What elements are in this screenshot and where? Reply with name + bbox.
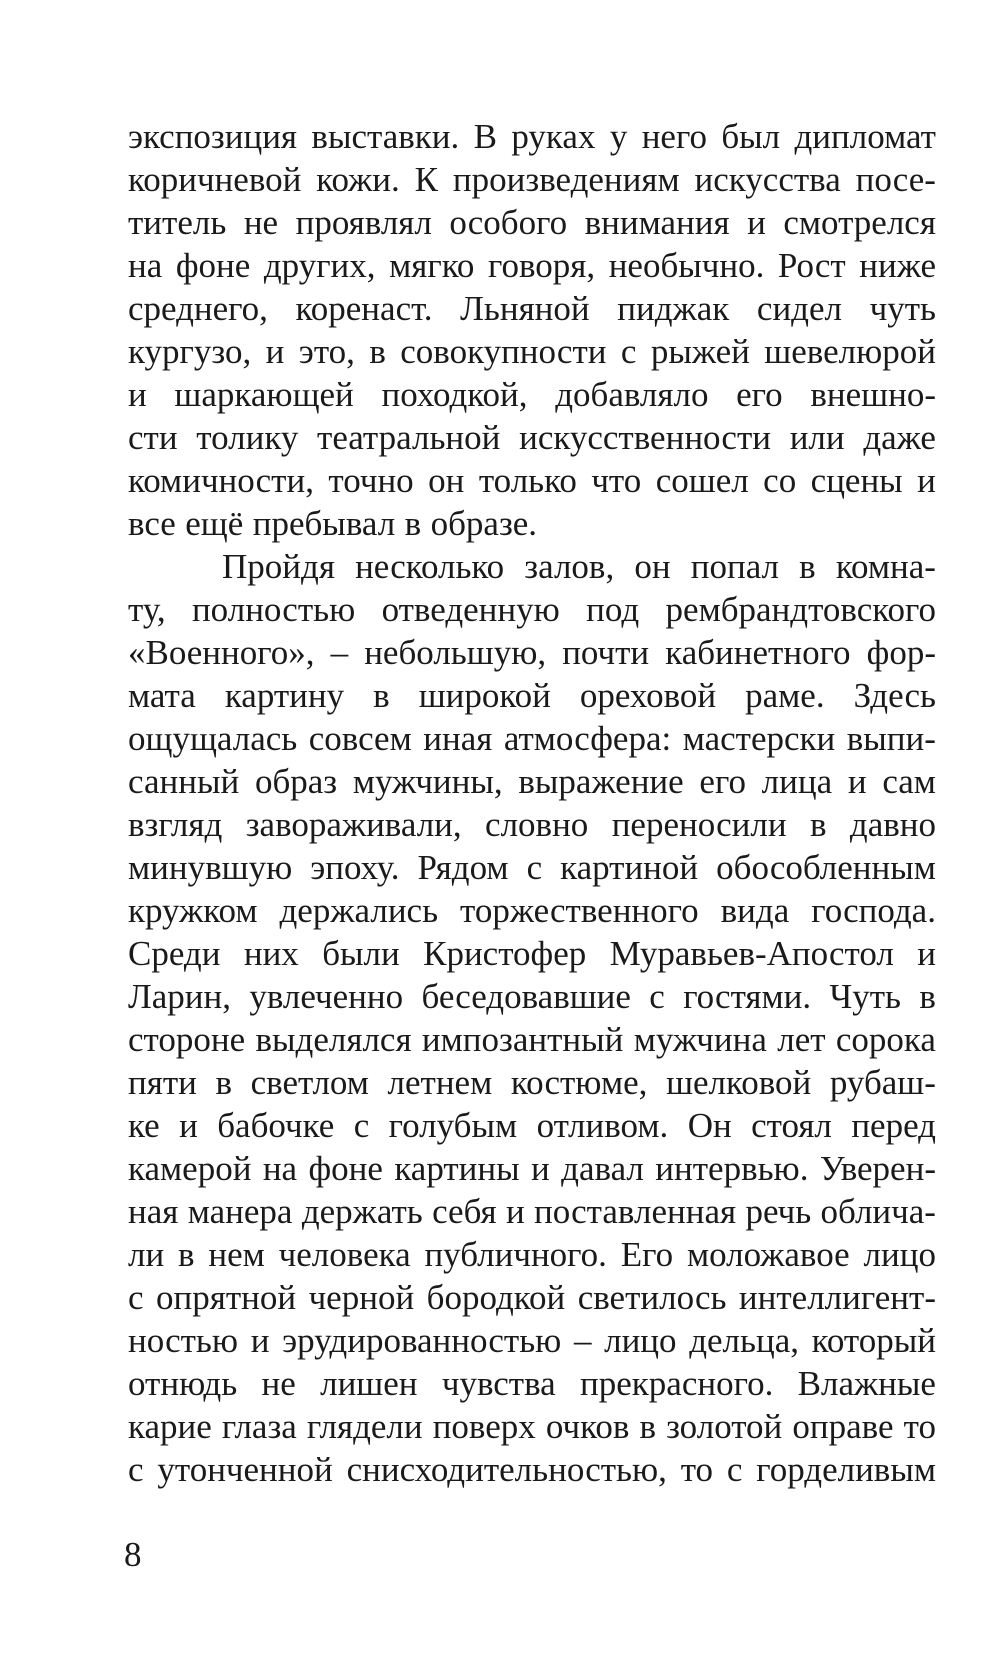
text-line: с утонченной снисходительностью, то с горделивым	[128, 1450, 936, 1489]
text-line: мата картину в широкой ореховой раме. Здесь	[128, 676, 936, 715]
text-line: ощущалась совсем иная атмосфера: мастерски выпи-	[128, 719, 936, 758]
text-line: ная манера держать себя и поставленная речь облича-	[128, 1192, 936, 1231]
text-line: карие глаза глядели поверх очков в золотой оправе то	[128, 1407, 936, 1446]
text-line: кружком держались торжественного вида господа.	[128, 891, 936, 930]
text-line: ностью и эрудированностью – лицо дельца, который	[128, 1321, 936, 1360]
text-line: и шаркающей походкой, добавляло его внешно-	[128, 375, 936, 414]
text-line: отнюдь не лишен чувства прекрасного. Влажные	[128, 1364, 936, 1403]
text-line: коричневой кожи. К произведениям искусства посе-	[128, 160, 936, 199]
text-line: титель не проявлял особого внимания и смотрелся	[128, 203, 936, 242]
page-number: 8	[124, 1535, 142, 1574]
text-line: комичности, точно он только что сошел со сцены и	[128, 461, 936, 500]
text-line: стороне выделялся импозантный мужчина лет сорока	[128, 1020, 936, 1059]
paragraph	[128, 115, 936, 545]
body-text	[128, 115, 936, 1491]
text-line: санный образ мужчины, выражение его лица и сам	[128, 762, 936, 801]
text-line: Среди них были Кристофер Муравьев-Апостол и	[128, 934, 936, 973]
text-line: кургузо, и это, в совокупности с рыжей шевелюрой	[128, 332, 936, 371]
text-line: среднего, коренаст. Льняной пиджак сидел чуть	[128, 289, 936, 328]
text-line: ли в нем человека публичного. Его моложавое лицо	[128, 1235, 936, 1274]
text-line: ке и бабочке с голубым отливом. Он стоял перед	[128, 1106, 936, 1145]
text-line: Ларин, увлеченно беседовавшие с гостями. Чуть в	[128, 977, 936, 1016]
text-line: все ещё пребывал в образе.	[128, 504, 538, 543]
text-line: сти толику театральной искусственности или даже	[128, 418, 936, 457]
text-line: взгляд завораживали, словно переносили в давно	[128, 805, 936, 844]
text-line: пяти в светлом летнем костюме, шелковой рубаш-	[128, 1063, 936, 1102]
text-line: Пройдя несколько залов, он попал в комна-	[222, 547, 936, 586]
paragraph	[128, 545, 936, 1491]
text-line: с опрятной черной бородкой светилось интеллигент-	[128, 1278, 936, 1317]
text-line: на фоне других, мягко говоря, необычно. Рост ниже	[128, 246, 936, 285]
text-line: камерой на фоне картины и давал интервью. Уверен-	[128, 1149, 936, 1188]
text-line: экспозиция выставки. В руках у него был дипломат	[128, 117, 936, 156]
text-line: минувшую эпоху. Рядом с картиной обособленным	[128, 848, 936, 887]
text-line: «Военного», – небольшую, почти кабинетного фор-	[128, 633, 936, 672]
text-line: ту, полностью отведенную под рембрандтовского	[128, 590, 936, 629]
